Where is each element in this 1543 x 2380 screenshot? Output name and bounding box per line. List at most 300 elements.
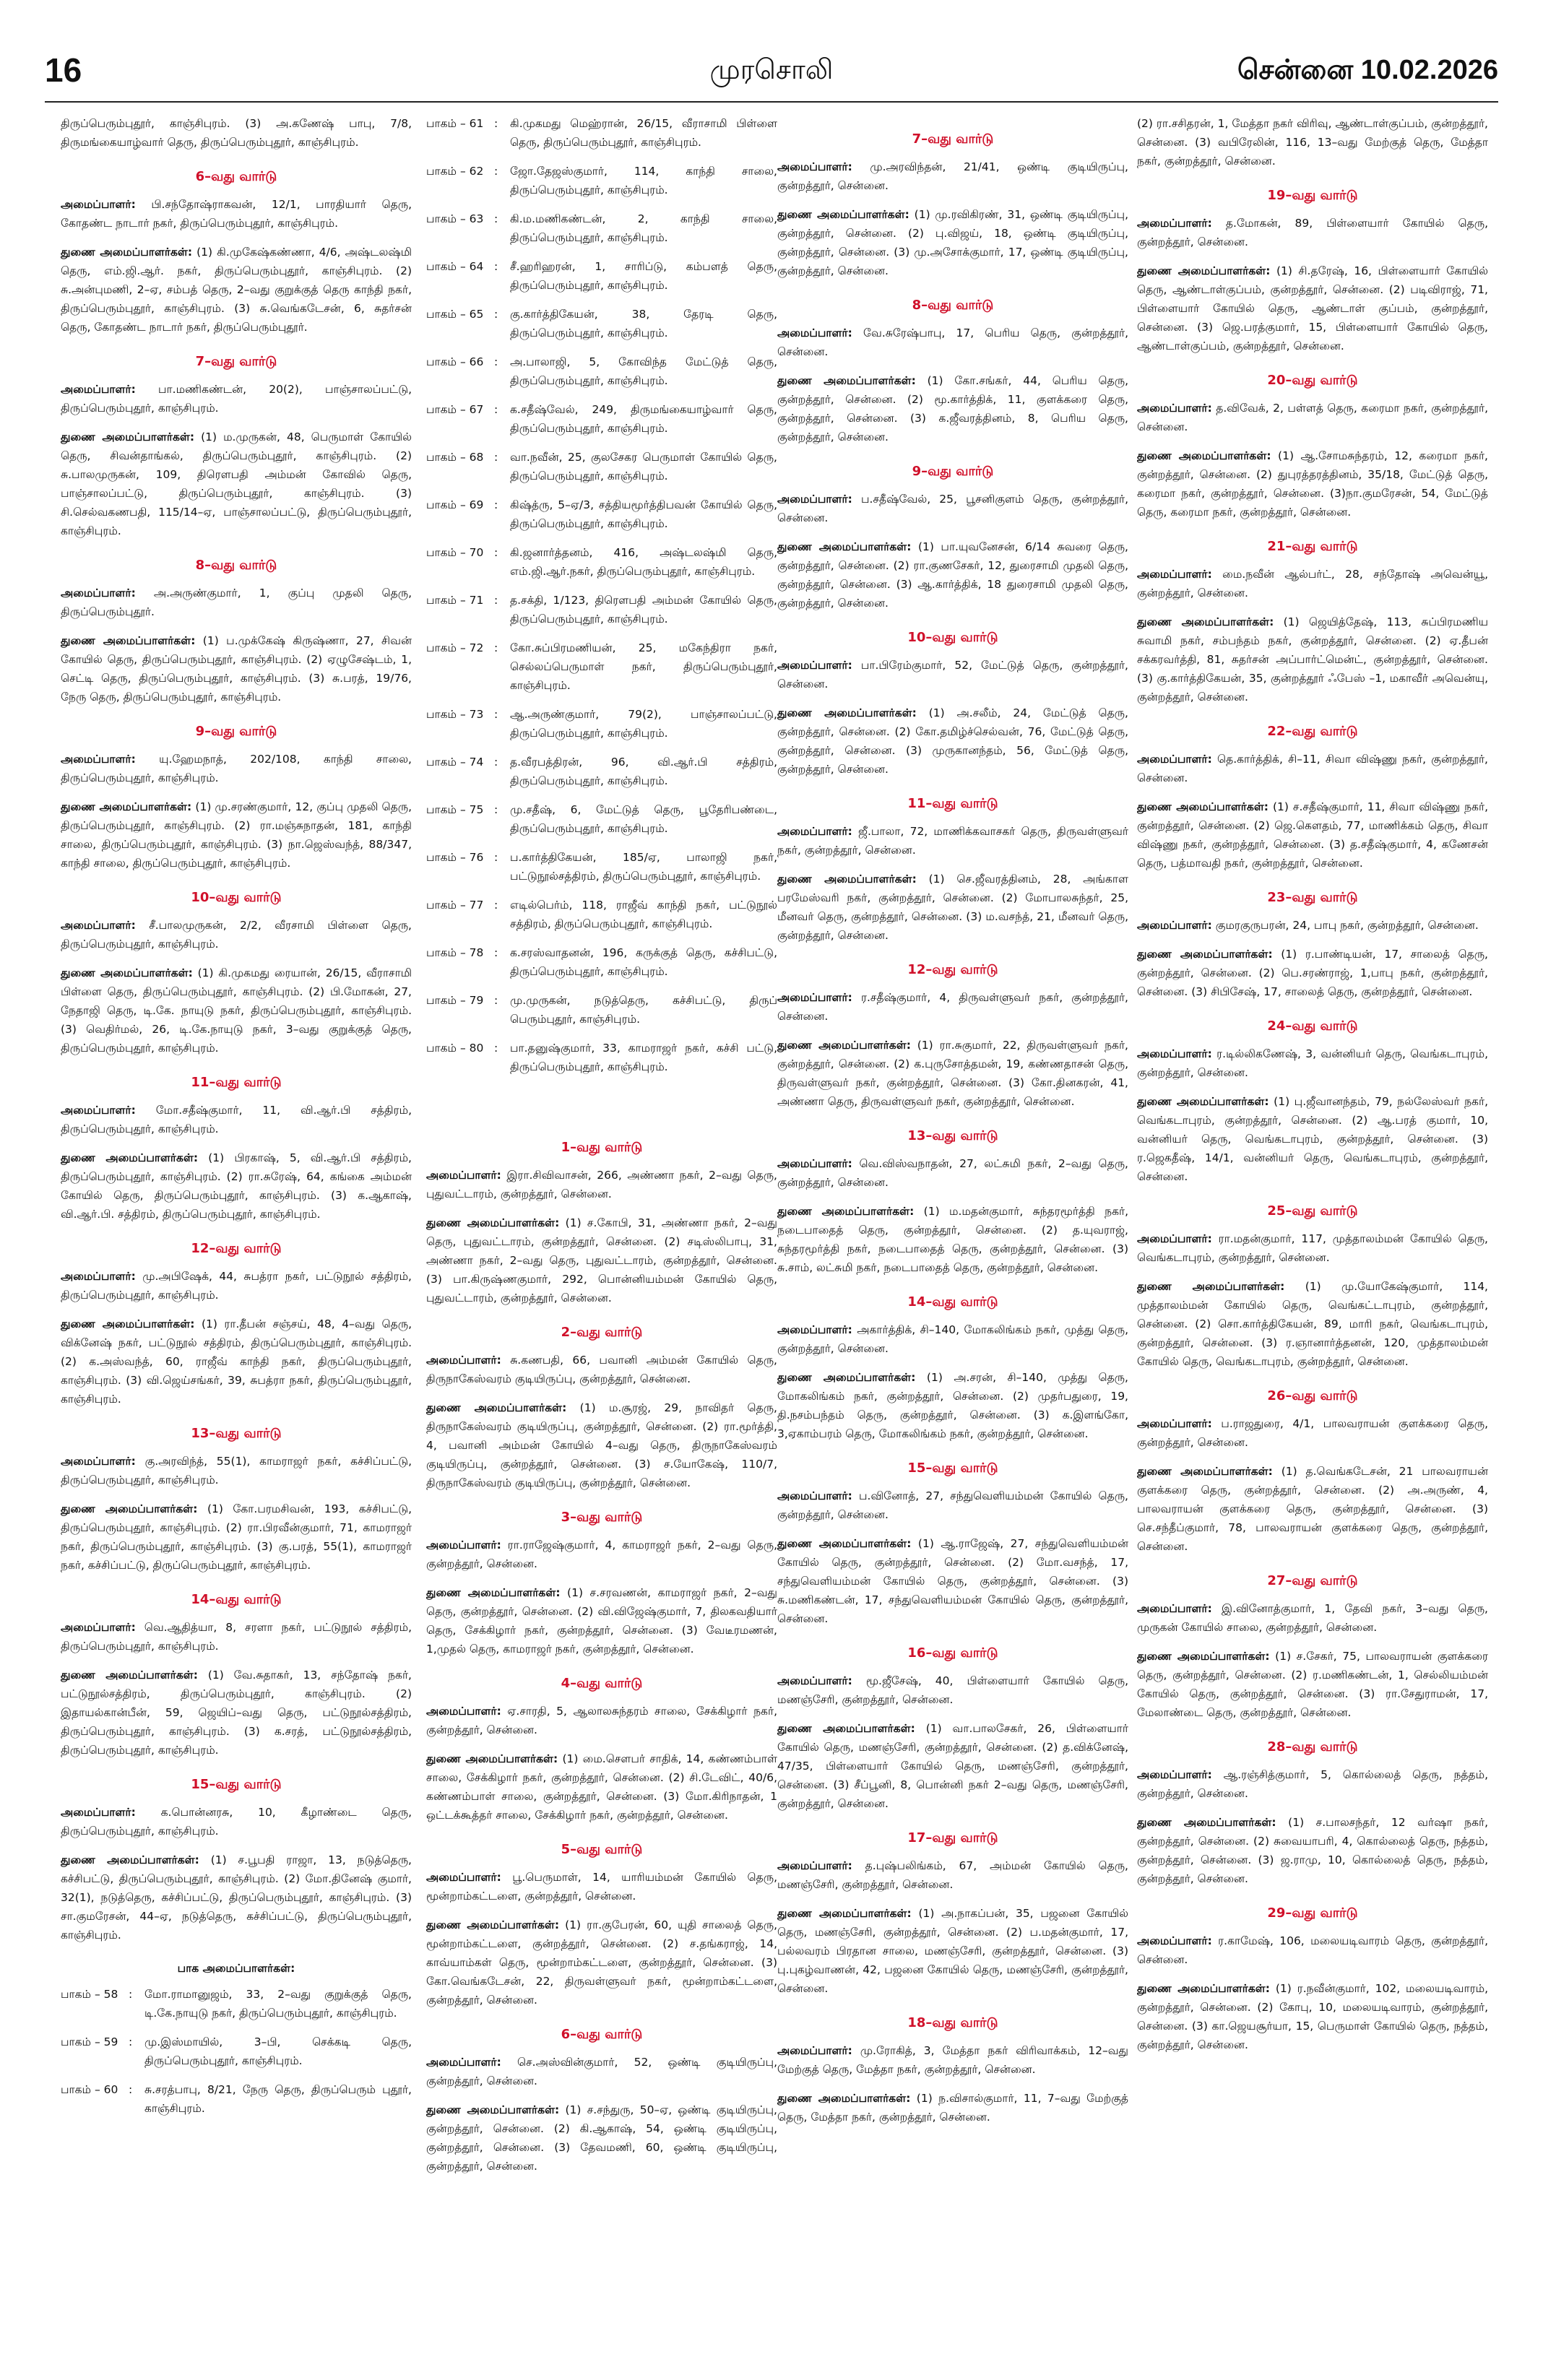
entry-text: (1) ர.பாண்டியன், 17, சாலைத் தெரு, குன்றத்தூர், சென்னை. (2) பெ.சரண்ராஜ், 1,பாபு நகர், குன்றத்தூர், சென்னை. (3) சிபிசேஷ், 17, சாலைத் தெரு, குன்றத்தூர், சென்னை. (1137, 948, 1488, 998)
ward-heading: 5–வது வார்டு (561, 1842, 643, 1857)
role-label: துணை அமைப்பாளர்கள்: (1137, 1280, 1285, 1293)
booth-colon: : (494, 641, 498, 654)
entry-text: (1) ஆ.ராஜேஷ், 27, சந்துவெளியம்மன் கோயில் தெரு, குன்றத்தூர், சென்னை. (2) மோ.வசந்த், 17, சந்துவெளியம்மன் கோயில் தெரு, குன்றத்தூர், சென்னை. (3) சு.மணிகண்டன், 17, சந்துவெளியம்மன் கோயில் தெரு, குன்றத்தூர், சென்னை. (777, 1537, 1128, 1625)
entry-text: சு.கணபதி, 66, பவானி அம்மன் கோயில் தெரு, திருநாகேஸ்வரம் குடியிருப்பு, குன்றத்தூர், சென்னை. (426, 1354, 777, 1385)
entry-text: கு.அரவிந்த், 55(1), காமராஜர் நகர், கச்சிப்பட்டு, திருப்பெரும்புதூர், காஞ்சிபுரம். (61, 1455, 412, 1487)
booth-colon: : (129, 1988, 133, 2001)
appointment-entry (777, 205, 1128, 280)
booth-number: பாகம் – 62 (426, 165, 484, 178)
booth-number: பாகம் – 63 (426, 212, 484, 225)
role-label: அமைப்பாளர்: (61, 1621, 136, 1634)
entry-text: மு.அரவிந்தன், 21/41, ஒண்டி குடியிருப்பு, குன்றத்தூர், சென்னை. (777, 160, 1128, 192)
appointment-entry (426, 1749, 777, 1825)
booth-colon: : (494, 756, 498, 769)
booth-row (426, 639, 777, 695)
role-label: துணை அமைப்பாளர்கள்: (1137, 615, 1274, 628)
entry-text: (1) ச.பூபதி ராஜா, 13, நடுத்தெரு, கச்சிபட்டு, திருப்பெரும்புதூர், காஞ்சிபுரம். (2) மோ.தினேஷ் குமார், 32(1), நடுத்தெரு, கச்சிப்பட்டு, திருப்பெரும்புதூர், காஞ்சிபுரம். (3) சா.குமரேசன், 44–ஏ, நடுத்தெரு, கச்சிப்பட்டு, திருப்பெரும்புதூர், காஞ்சிபுரம். (61, 1853, 412, 1942)
booth-colon: : (129, 2083, 133, 2096)
role-label: துணை அமைப்பாளர்கள்: (1137, 1465, 1273, 1478)
appointment-entry (1137, 797, 1488, 873)
role-label: துணை அமைப்பாளர்கள்: (61, 246, 193, 259)
booth-row (61, 2033, 412, 2070)
booth-number: பாகம் – 75 (426, 803, 484, 816)
appointment-entry (426, 1583, 777, 1658)
entry-text: (1) ர.நவீன்குமார், 102, மலையடிவாரம், குன்றத்தூர், சென்னை. (2) கோபு, 10, மலையடிவாரம், குன்றத்தூர், சென்னை. (3) கா.ஜெயசூர்யா, 15, பெருமாள் கோயில் தெரு, நத்தம், குன்றத்தூர், சென்னை. (1137, 1982, 1488, 2051)
appointment-entry (777, 1487, 1128, 1524)
role-label: துணை அமைப்பாளர்கள்: (777, 706, 917, 719)
booth-number: பாகம் – 60 (61, 2083, 118, 2096)
ward-heading: 14–வது வார்டு (907, 1294, 998, 1310)
role-label: அமைப்பாளர்: (61, 1455, 136, 1468)
entry-text: த.விவேக், 2, பள்ளத் தெரு, கரைமா நகர், குன்றத்தூர், சென்னை. (1137, 402, 1488, 433)
entry-text: மோ.சதீஷ்குமார், 11, வி.ஆர்.பி சத்திரம், திருப்பெரும்புதூர், காஞ்சிபுரம். (61, 1104, 412, 1135)
role-label: அமைப்பாளர்: (1137, 1768, 1212, 1781)
role-label: துணை அமைப்பாளர்கள்: (1137, 1650, 1270, 1663)
entry-text: வே.சுரேஷ்பாபு, 17, பெரிய தெரு, குன்றத்தூர், சென்னை. (777, 326, 1128, 358)
ward-heading: 15–வது வார்டு (907, 1461, 998, 1476)
booth-colon: : (494, 946, 498, 959)
entry-text: மை.நவீன் ஆல்பர்ட், 28, சந்தோஷ் அவென்யூ, குன்றத்தூர், சென்னை. (1137, 568, 1488, 600)
booth-row (426, 114, 777, 152)
appointment-entry (777, 870, 1128, 945)
booth-text: சு.சரத்பாபு, 8/21, நேரு தெரு, திருப்பெரும் புதூர், காஞ்சிபுரம். (144, 2083, 412, 2115)
role-label: துணை அமைப்பாளர்கள்: (777, 208, 909, 221)
booth-row (426, 991, 777, 1029)
entry-text: க.பொன்னரசு, 10, கீழாண்டை தெரு, திருப்பெரும்புதூர், காஞ்சிபுரம். (61, 1806, 412, 1838)
booth-text: கி.ம.மணிகண்டன், 2, காந்தி சாலை, திருப்பெரும்புதூர், காஞ்சிபுரம். (510, 212, 777, 244)
entry-text: குமரகுருபரன், 24, பாபு நகர், குன்றத்தூர், சென்னை. (1211, 919, 1479, 932)
role-label: துணை அமைப்பாளர்கள்: (777, 873, 917, 886)
booth-colon: : (494, 355, 498, 368)
role-label: அமைப்பாளர்: (1137, 1602, 1212, 1615)
appointment-entry (777, 704, 1128, 779)
role-label: அமைப்பாளர்: (61, 1104, 136, 1117)
role-label: அமைப்பாளர்: (426, 1169, 501, 1182)
appointment-entry (61, 243, 412, 337)
role-label: அமைப்பாளர்: (61, 919, 136, 932)
appointment-entry (426, 1351, 777, 1388)
role-label: துணை அமைப்பாளர்கள்: (1137, 1982, 1270, 1995)
role-label: துணை அமைப்பாளர்கள்: (1137, 1095, 1269, 1108)
booth-colon: : (494, 212, 498, 225)
appointment-entry (61, 1666, 412, 1760)
role-label: துணை அமைப்பாளர்கள்: (61, 430, 195, 443)
role-label: அமைப்பாளர்: (777, 2044, 852, 2057)
appointment-entry (1137, 446, 1488, 522)
appointment-entry (777, 1202, 1128, 1277)
booth-text: பா.தனுஷ்குமார், 33, காமராஜர் நகர், கச்சி பட்டு, திருப்பெரும்புதூர், காஞ்சிபுரம். (510, 1042, 777, 1073)
role-label: துணை அமைப்பாளர்கள்: (777, 1907, 912, 1920)
role-label: அமைப்பாளர்: (777, 160, 852, 173)
role-label: அமைப்பாளர்: (61, 198, 136, 211)
booth-text: அ.பாலாஜி, 5, கோவிந்த மேட்டுத் தெரு, திருப்பெரும்புதூர், காஞ்சிபுரம். (510, 355, 777, 387)
appointment-entry (61, 584, 412, 621)
appointment-entry (61, 1618, 412, 1656)
entry-text: ப.சதீஷ்வேல், 25, பூசனிகுளம் தெரு, குன்றத்தூர், சென்னை. (777, 493, 1128, 524)
entry-text: ப.வினோத், 27, சந்துவெளியம்மன் கோயில் தெரு, குன்றத்தூர், சென்னை. (777, 1489, 1128, 1521)
page-number: 16 (45, 51, 82, 89)
appointment-entry (61, 1101, 412, 1138)
appointment-entry (777, 822, 1128, 860)
booth-number: பாகம் – 61 (426, 117, 484, 130)
appointment-entry (61, 1267, 412, 1304)
role-label: அமைப்பாளர்: (61, 587, 136, 600)
role-label: அமைப்பாளர்: (1137, 1047, 1212, 1060)
role-label: துணை அமைப்பாளர்கள்: (426, 1216, 560, 1229)
entry-text: ர.சதீஷ்குமார், 4, திருவள்ளுவர் நகர், குன்றத்தூர், சென்னை. (777, 991, 1128, 1023)
entry-text: (1) ச.சதீஷ்குமார், 11, சிவா விஷ்ணு நகர், குன்றத்தூர், சென்னை. (2) ஜெ.கௌதம், 77, மாணிக்கம் தெரு, சிவா விஷ்ணு நகர், குன்றத்தூர், சென்னை. (3) த.சதீஷ்குமார், 4, கணேசன் தெரு, பத்மாவதி நகர், குன்றத்தூர், சென்னை. (1137, 800, 1488, 870)
appointment-entry (777, 1320, 1128, 1358)
appointment-entry (777, 1036, 1128, 1111)
entry-text: த.மோகன், 89, பிள்ளையார் கோயில் தெரு, குன்றத்தூர், சென்னை. (1137, 217, 1488, 248)
appointment-entry (61, 380, 412, 417)
role-label: அமைப்பாளர்: (777, 493, 852, 506)
booth-colon: : (494, 1042, 498, 1055)
entry-text: ஜீ.பாலா, 72, மாணிக்கவாசகர் தெரு, திருவள்ளுவர் நகர், குன்றத்தூர், சென்னை. (777, 825, 1128, 857)
booth-text: வா.நவீன், 25, குலசேகர பெருமாள் கோயில் தெரு, திருப்பெரும்புதூர், காஞ்சிபுரம். (510, 451, 777, 483)
booth-row (426, 448, 777, 485)
role-label: துணை அமைப்பாளர்கள்: (777, 1205, 915, 1218)
ward-heading: 20–வது வார்டு (1267, 373, 1358, 388)
entry-text: (1) செ.ஜீவரத்தினம், 28, அங்காள பரமேஸ்வரி நகர், குன்றத்தூர், சென்னை. (2) மோபாலசுந்தர், 25, மீனவர் தெரு, குன்றத்தூர், சென்னை. (3) ம.வசந்த், 21, மீனவர் தெரு, குன்றத்தூர், சென்னை. (777, 873, 1128, 942)
role-label: அமைப்பாளர்: (61, 383, 136, 396)
booth-text: மு.இஸ்மாயில், 3–பி, செக்கடி தெரு, திருப்பெரும்புதூர், காஞ்சிபுரம். (144, 2035, 412, 2067)
role-label: துணை அமைப்பாளர்கள்: (61, 634, 196, 647)
booth-row (426, 1039, 777, 1076)
entry-text: (1) ரா.சுகுமார், 22, திருவள்ளுவர் நகர், குன்றத்தூர், சென்னை. (2) க.புருசோத்தமன், 19, கண்ணதாசன் தெரு, திருவள்ளுவர் நகர், குன்றத்தூர், சென்னை. (3) கோ.தினகரன், 41, அண்ணா தெரு, திருவள்ளுவர் நகர், குன்றத்தூர், சென்னை. (777, 1039, 1128, 1108)
appointment-entry (1137, 1092, 1488, 1186)
appointment-entry (777, 1856, 1128, 1894)
entry-text: (1) ரா.குபேரன், 60, யுதி சாலைத் தெரு, மூன்றாம்கட்டளை, குன்றத்தூர், சென்னை. (2) ச.தங்கராஜ், 14, காவ்யாம்கள் தெரு, மூன்றாம்கட்டளை, குன்றத்தூர், சென்னை. (3) கோ.வெங்கடேசன், 22, திருவள்ளுவர் நகர், மூன்றாம்கட்டளை, குன்றத்தூர், சென்னை. (426, 1918, 777, 2007)
ward-heading: 13–வது வார்டு (191, 1426, 282, 1441)
entry-text: (1) பு.ஜீவானந்தம், 79, நல்லேஸ்வர் நகர், வெங்கடாபுரம், குன்றத்தூர், சென்னை. (2) ஆ.பரத் குமார், 10, வன்னியர் தெரு, வெங்கடாபுரம், குன்றத்தூர், சென்னை. (3) ர.ஜெகதீஷ், 14/1, வன்னியர் தெரு, வெங்கடாபுரம், குன்றத்தூர், சென்னை. (1137, 1095, 1488, 1183)
booth-text: க.சரஸ்வாதனன், 196, கருக்குத் தெரு, கச்சிபட்டு, திருப்பெரும்புதூர், காஞ்சிபுரம். (510, 946, 777, 978)
appointment-entry (777, 371, 1128, 446)
entry-text: இ.வினோத்குமார், 1, தேவி நகர், 3–வது தெரு, முருகன் கோயில் சாலை, குன்றத்தூர், சென்னை. (1137, 1602, 1488, 1634)
appointment-entry (777, 537, 1128, 613)
booth-colon: : (494, 117, 498, 130)
role-label: துணை அமைப்பாளர்கள்: (1137, 800, 1268, 813)
appointment-entry (426, 2053, 777, 2090)
role-label: அமைப்பாளர்: (61, 1270, 136, 1283)
appointment-entry (777, 157, 1128, 195)
appointment-entry (777, 1534, 1128, 1628)
ward-heading: 6–வது வார்டு (561, 2027, 643, 2042)
entry-text: (1) மு.யோகேஷ்குமார், 114, முத்தாலம்மன் கோயில் தெரு, வெங்கட்டாபுரம், குன்றத்தூர், சென்னை. (2) சொ.கார்த்திகேயன், 89, மாரி நகர், வெங்கடாபுரம், குன்றத்தூர், சென்னை. (3) ர.ஞானார்த்தனன், 120, முத்தாலம்மன் கோயில் தெரு, வெங்கடாபுரம், குன்றத்தூர், சென்னை. (1137, 1280, 1488, 1368)
role-label: துணை அமைப்பாளர்கள்: (61, 1502, 198, 1515)
ward-heading: 13–வது வார்டு (907, 1128, 998, 1143)
ward-heading: 16–வது வார்டு (907, 1645, 998, 1661)
booth-number: பாகம் – 78 (426, 946, 484, 959)
role-label: துணை அமைப்பாளர்கள்: (426, 1586, 561, 1599)
ward-heading: 15–வது வார்டு (191, 1777, 282, 1792)
booth-row (426, 400, 777, 438)
entry-text: மூ.ஜீசேஷ், 40, பிள்ளையார் கோயில் தெரு, மணஞ்சேரி, குன்றத்தூர், சென்னை. (777, 1674, 1128, 1706)
booth-row (426, 496, 777, 533)
booth-colon: : (494, 165, 498, 178)
booth-colon: : (494, 708, 498, 721)
entry-text: (1) ப.முக்கேஷ் கிருஷ்ணா, 27, சிவன் கோயில் தெரு, திருப்பெரும்புதூர், காஞ்சிபுரம். (2) ஏழுசேஷ்டம், 1, செட்டி தெரு, திருப்பெரும்புதூர், காஞ்சிபுரம். (3) சு.பரத், 19/76, நேரு தெரு, திருப்பெரும்புதூர், காஞ்சிபுரம். (61, 634, 412, 704)
appointment-entry (61, 1851, 412, 1944)
ward-heading: 29–வது வார்டு (1267, 1905, 1358, 1921)
role-label: துணை அமைப்பாளர்கள்: (61, 1151, 199, 1164)
entry-text: (1) சி.தரேஷ், 16, பிள்ளையார் கோயில் தெரு, ஆண்டாள்குப்பம், குன்றத்தூர், சென்னை. (2) படிவிராஜ், 71, பிள்ளையார் கோயில் தெரு, ஆண்டாள் குப்பம், குன்றத்தூர், சென்னை. (3) ஜெ.பரத்குமார், 15, பிள்ளையார் கோயில் தெரு, ஆண்டாள்குப்பம், குன்றத்தூர், சென்னை. (1137, 264, 1488, 352)
ward-heading: 9–வது வார்டு (912, 464, 994, 479)
booth-text: மு.சதீஷ், 6, மேட்டுத் தெரு, பூதேரிபண்டை, திருப்பெரும்புதூர், காஞ்சிபுரம். (510, 803, 777, 835)
booth-row (426, 162, 777, 199)
entry-text: (1) ச.பாலசந்தர், 12 வர்ஷா நகர், குன்றத்தூர், சென்னை. (2) சுவையாபரி, 4, கொல்லைத் தெரு, நத்தம், குன்றத்தூர், சென்னை. (3) ஜ.ராமு, 10, கொல்லைத் தெரு, நத்தம், குன்றத்தூர், சென்னை. (1137, 1816, 1488, 1885)
entry-text: (1) அ.சலீம், 24, மேட்டுத் தெரு, குன்றத்தூர், சென்னை. (2) கோ.தமிழ்ச்செல்வன், 76, மேட்டுத் தெரு, குன்றத்தூர், சென்னை. (3) முருகானந்தம், 56, மேட்டுத் தெரு, குன்றத்தூர், சென்னை. (777, 706, 1128, 776)
ward-heading: 25–வது வார்டு (1267, 1203, 1358, 1219)
ward-heading: 12–வது வார்டு (191, 1241, 282, 1256)
appointment-entry (426, 1398, 777, 1492)
ward-heading: 4–வது வார்டு (561, 1676, 643, 1691)
role-label: அமைப்பாளர்: (1137, 217, 1212, 230)
role-label: துணை அமைப்பாளர்கள்: (61, 1317, 195, 1330)
booth-number: பாகம் – 64 (426, 260, 484, 273)
section-subheading: பாக அமைப்பாளர்கள்: (177, 1962, 295, 1975)
booth-row (426, 543, 777, 581)
ward-heading: 11–வது வார்டு (191, 1075, 282, 1090)
booth-number: பாகம் – 68 (426, 451, 484, 464)
appointment-entry (61, 1315, 412, 1408)
entry-text: தெ.கார்த்திக், சி–11, சிவா விஷ்ணு நகர், குன்றத்தூர், சென்னை. (1137, 753, 1488, 784)
booth-number: பாகம் – 77 (426, 899, 484, 912)
role-label: அமைப்பாளர்: (1137, 1934, 1212, 1947)
appointment-entry (1137, 399, 1488, 436)
appointment-entry (777, 988, 1128, 1026)
booth-colon: : (494, 451, 498, 464)
appointment-entry (61, 916, 412, 953)
booth-number: பாகம் – 58 (61, 1988, 118, 2001)
appointment-entry (61, 797, 412, 873)
appointment-entry (777, 1368, 1128, 1443)
entry-text: ரா.மதன்குமார், 117, முத்தாலம்மன் கோயில் தெரு, வெங்கடாபுரம், குன்றத்தூர், சென்னை. (1137, 1232, 1488, 1264)
entry-text: (1) ரா.தீபன் சஞ்சய், 48, 4–வது தெரு, விக்னேஷ் நகர், பட்டுநூல் சத்திரம், திருப்பெரும்புதூர், காஞ்சிபுரம். (2) க.அஸ்வந்த், 60, ராஜீவ் காந்தி நகர், திருப்பெரும்புதூர், காஞ்சிபுரம். (3) வி.ஜெய்சங்கர், 39, சுபத்ரா நகர், திருப்பெரும்புதூர், காஞ்சிபுரம். (61, 1317, 412, 1406)
booth-number: பாகம் – 66 (426, 355, 484, 368)
entry-text: (1) வே.சுதாகர், 13, சந்தோஷ் நகர், பட்டுநூல்சத்திரம், திருப்பெரும்புதூர், காஞ்சிபுரம். (2) இதாயல்கான்பீன், 59, ஜெயிப்–வது தெரு, பட்டுநூல்சத்திரம், திருப்பெரும்புதூர், காஞ்சிபுரம். (3) க.சரத், பட்டுநூல்சத்திரம், திருப்பெரும்புதூர், காஞ்சிபுரம். (61, 1669, 412, 1757)
role-label: அமைப்பாளர்: (1137, 1232, 1212, 1245)
booth-text: த.வீரபத்திரன், 96, வி.ஆர்.பி சத்திரம், திருப்பெரும்புதூர், காஞ்சிபுரம். (510, 756, 777, 787)
role-label: துணை அமைப்பாளர்கள்: (61, 966, 193, 979)
booth-row (426, 800, 777, 838)
appointment-entry (777, 1904, 1128, 1998)
booth-colon: : (494, 546, 498, 559)
booth-row (426, 352, 777, 390)
role-label: துணை அமைப்பாளர்கள்: (61, 1853, 199, 1866)
appointment-entry (426, 1166, 777, 1203)
header-rule (45, 101, 1498, 103)
appointment-entry (61, 631, 412, 706)
ward-heading: 24–வது வார்டு (1267, 1018, 1358, 1034)
spacer (426, 1086, 777, 1122)
entry-text: சீ.பாலமுருகன், 2/2, வீரசாமி பிள்ளை தெரு, திருப்பெரும்புதூர், காஞ்சிபுரம். (61, 919, 412, 951)
appointment-entry (1137, 1277, 1488, 1371)
entry-text: வெ.விஸ்வநாதன், 27, லட்சுமி நகர், 2–வது தெரு, குன்றத்தூர், சென்னை. (777, 1157, 1128, 1189)
role-label: அமைப்பாளர்: (426, 2056, 501, 2069)
ward-heading: 6–வது வார்டு (195, 169, 277, 184)
appointment-entry (1137, 1765, 1488, 1803)
appointment-entry (1137, 1229, 1488, 1267)
entry-text: (1) ச.சரவணன், காமராஜர் நகர், 2–வது தெரு, குன்றத்தூர், சென்னை. (2) வி.விஜேஷ்குமார், 7, திலகவதியார் தெரு, சேக்கிழார் நகர், குன்றத்தூர், சென்னை. (3) வேடீரமணன், 1,முதல் தெரு, காமராஜர் நகர், குன்றத்தூர், சென்னை. (426, 1586, 777, 1656)
appointment-entry (61, 1452, 412, 1489)
ward-heading: 3–வது வார்டு (561, 1510, 643, 1525)
appointment-entry (61, 750, 412, 787)
appointment-entry (426, 1213, 777, 1307)
role-label: அமைப்பாளர்: (777, 326, 852, 339)
entry-text: ப.ராஜதுரை, 4/1, பாலவராயன் குளக்கரை தெரு, குன்றத்தூர், சென்னை. (1137, 1417, 1488, 1449)
ward-heading: 1–வது வார்டு (561, 1140, 643, 1155)
booth-colon: : (494, 260, 498, 273)
entry-text: (1) கி.முகேஷ்கண்ணா, 4/6, அஷ்டலஷ்மி தெரு, எம்.ஜி.ஆர். நகர், திருப்பெரும்புதூர், காஞ்சிபுரம். (2) சு.அன்புமணி, 2–ஏ, சம்பத் தெரு, 2–வது குறுக்குத் தெரு காந்தி நகர், திருப்பெரும்புதூர், காஞ்சிபுரம். (3) சு.வெங்கடேசன், 6, சுதர்சன் தெரு, கோதண்ட நாடார் நகர், திருப்பெரும்புதூர். (61, 246, 412, 334)
appointment-entry (777, 2089, 1128, 2126)
role-label: துணை அமைப்பாளர்கள்: (426, 1401, 567, 1414)
role-label: அமைப்பாளர்: (61, 753, 136, 766)
ward-heading: 7–வது வார்டு (195, 354, 277, 369)
entry-text: (1) ச.சேகர், 75, பாலவராயன் குளக்கரை தெரு, குன்றத்தூர், சென்னை. (2) ர.மணிகண்டன், 1, செல்லியம்மன் கோயில் தெரு, குன்றத்தூர், சென்னை. (3) ரா.சேதுராமன், 17, மேலாண்டை தெரு, குன்றத்தூர், சென்னை. (1137, 1650, 1488, 1719)
appointment-entry (1137, 1647, 1488, 1722)
appointment-entry (61, 1500, 412, 1575)
booth-number: பாகம் – 74 (426, 756, 484, 769)
appointment-entry (1137, 1979, 1488, 2054)
entry-text: (1) பா.யுவனேசன், 6/14 சுவரை தெரு, குன்றத்தூர், சென்னை. (2) ரா.குணசேகர், 12, துரைசாமி முதலி தெரு, குன்றத்தூர், சென்னை. (3) ஆ.கார்த்திக், 18 துரைசாமி முதலி தெரு, குன்றத்தூர், சென்னை. (777, 540, 1128, 610)
entry-text: பூ.பெருமாள், 14, யாரியம்மன் கோயில் தெரு, மூன்றாம்கட்டளை, குன்றத்தூர், சென்னை. (426, 1871, 777, 1903)
ward-heading: 22–வது வார்டு (1267, 724, 1358, 739)
continued-text: திருப்பெரும்புதூர், காஞ்சிபுரம். (3) அ.கணேஷ் பாபு, 7/8, திருமங்கையாழ்வார் தெரு, திருப்பெரும்புதூர், காஞ்சிபுரம். (61, 117, 412, 149)
role-label: அமைப்பாளர்: (777, 1489, 852, 1502)
entry-text: ரா.ராஜேஷ்குமார், 4, காமராஜர் நகர், 2–வது தெரு, குன்றத்தூர், சென்னை. (426, 1539, 777, 1570)
appointment-entry (1137, 750, 1488, 787)
role-label: துணை அமைப்பாளர்கள்: (777, 540, 912, 553)
entry-text: த.புஷ்பலிங்கம், 67, அம்மன் கோயில் தெரு, மணஞ்சேரி, குன்றத்தூர், சென்னை. (777, 1859, 1128, 1891)
appointment-entry (1137, 261, 1488, 355)
entry-text: ர.டில்லிகணேஷ், 3, வன்னியர் தெரு, வெங்கடாபுரம், குன்றத்தூர், சென்னை. (1137, 1047, 1488, 1079)
entry-text: (1) மை.செளபர் சாதிக், 14, கண்ணம்பாள் சாலை, சேக்கிழார் நகர், குன்றத்தூர், சென்னை. (2) சி.டேவிட், 40/6, கண்ணம்பாள் சாலை, குன்றத்தூர், சென்னை. (3) மோ.கிரிநாதன், 1 ஒட்டக்கூத்தர் சாலை, சேக்கிழார் நகர், குன்றத்தூர், சென்னை. (426, 1752, 777, 1822)
appointment-entry (777, 1671, 1128, 1709)
booth-number: பாகம் – 69 (426, 498, 484, 511)
entry-text: அகார்த்திக், சி–140, மோகலிங்கம் நகர், முத்து தெரு, குன்றத்தூர், சென்னை. (777, 1323, 1128, 1355)
entry-text: (1) ந.விசால்குமார், 11, 7–வது மேற்குத் தெரு, மேத்தா நகர், குன்றத்தூர், சென்னை. (777, 2092, 1128, 2124)
role-label: துணை அமைப்பாளர்கள்: (61, 800, 192, 813)
ward-heading: 17–வது வார்டு (907, 1830, 998, 1845)
appointment-entry (426, 1868, 777, 1905)
appointment-entry (777, 656, 1128, 693)
booth-number: பாகம் – 80 (426, 1042, 484, 1055)
entry-text: (1) ம.சூரஜ், 29, நாவிதர் தெரு, திருநாகேஸ்வரம் குடியிருப்பு, குன்றத்தூர், சென்னை. (2) ரா.மூர்த்தி, 4, பவானி அம்மன் கோயில் 4–வது தெரு, திருநாகேஸ்வரம் குடியிருப்பு, குன்றத்தூர், சென்னை. (3) ச.யோகேஷ், 110/7, திருநாகேஸ்வரம் குடியிருப்பு, குன்றத்தூர், சென்னை. (426, 1401, 777, 1489)
column-3 (777, 114, 1128, 2368)
booth-colon: : (494, 594, 498, 607)
booth-colon: : (494, 803, 498, 816)
entry-text: (1) வா.பாலசேகர், 26, பிள்ளையார் கோயில் தெரு, மணஞ்சேரி, குன்றத்தூர், சென்னை. (2) த.விக்னேஷ், 47/35, பிள்ளையார் கோயில் தெரு, மணஞ்சேரி, குன்றத்தூர், சென்னை. (3) சீப்பூனி, 8, பொன்னி நகர் 2–வது தெரு, மணஞ்சேரி, குன்றத்தூர், சென்னை. (777, 1722, 1128, 1810)
entry-text: (1) ம.முருகன், 48, பெருமாள் கோயில் தெரு, சிவன்தாங்கல், திருப்பெரும்புதூர், காஞ்சிபுரம். (2) சு.பாலமுருகன், 109, திரௌபதி அம்மன் கோவில் தெரு, பாஞ்சாலப்பட்டு, திருப்பெரும்புதூர், காஞ்சிபுரம். (3) சி.செல்வகணபதி, 115/14–ஏ, பாஞ்சாலப்பட்டு, திருப்பெரும்புதூர், காஞ்சிபுரம். (61, 430, 412, 537)
booth-text: கி.முகமது மெஹ்ரான், 26/15, வீராசாமி பிள்ளை தெரு, திருப்பெரும்புதூர், காஞ்சிபுரம். (510, 117, 777, 149)
ward-heading: 21–வது வார்டு (1267, 539, 1358, 554)
entry-text: செ.அஸ்வின்குமார், 52, ஒண்டி குடியிருப்பு, குன்றத்தூர், சென்னை. (426, 2056, 777, 2087)
booth-row (426, 257, 777, 295)
booth-row (426, 591, 777, 628)
ward-heading: 10–வது வார்டு (907, 630, 998, 645)
appointment-entry (61, 428, 412, 540)
appointment-entry (1137, 945, 1488, 1001)
ward-heading: 2–வது வார்டு (561, 1325, 643, 1340)
booth-text: ஆ.அருண்குமார், 79(2), பாஞ்சாலப்பட்டு, திருப்பெரும்புதூர், காஞ்சிபுரம். (510, 708, 777, 740)
booth-text: ப.கார்த்திகேயன், 185/ஏ, பாலாஜி நகர், பட்டுநூல்சத்திரம், திருப்பெரும்புதூர், காஞ்சிபுரம். (510, 851, 777, 883)
entry-text: (1) ஆ.சோமசுந்தரம், 12, கரைமா நகர், குன்றத்தூர், சென்னை. (2) துபுரத்தரத்தினம், 35/18, மேட்டுத் தெரு, கரைமா நகர், குன்றத்தூர், சென்னை. (3)நா.குமரேசன், 54, மேட்டுத் தெரு, கரைமா நகர், குன்றத்தூர், சென்னை. (1137, 449, 1488, 519)
role-label: துணை அமைப்பாளர்கள்: (426, 2103, 560, 2116)
appointment-entry (61, 964, 412, 1057)
role-label: துணை அமைப்பாளர்கள்: (777, 1371, 916, 1384)
appointment-entry (1137, 1462, 1488, 1556)
column-4 (1137, 114, 1488, 2368)
booth-row (426, 896, 777, 933)
ward-heading: 28–வது வார்டு (1267, 1739, 1358, 1754)
appointment-entry (1137, 613, 1488, 706)
entry-text: ஏ.சாரதி, 5, ஆலாலசுந்தரம் சாலை, சேக்கிழார் நகர், குன்றத்தூர், சென்னை. (426, 1705, 777, 1736)
booth-number: பாகம் – 70 (426, 546, 484, 559)
entry-text: (1) பிரகாஷ், 5, வி.ஆர்.பி சத்திரம், திருப்பெரும்புதூர், காஞ்சிபுரம். (2) ரா.சுரேஷ், 64, கங்கை அம்மன் கோயில் தெரு, திருப்பெரும்புதூர், காஞ்சிபுரம். (3) க.ஆகாஷ், வி.ஆர்.பி. சத்திரம், திருப்பெரும்புதூர், காஞ்சிபுரம். (61, 1151, 412, 1221)
role-label: அமைப்பாளர்: (1137, 402, 1212, 415)
ward-heading: 27–வது வார்டு (1267, 1573, 1358, 1588)
booth-text: கு.கார்த்திகேயன், 38, தேரடி தெரு, திருப்பெரும்புதூர், காஞ்சிபுரம். (510, 308, 777, 339)
entry-text: பா.பிரேம்குமார், 52, மேட்டுத் தெரு, குன்றத்தூர், சென்னை. (777, 659, 1128, 691)
booth-row (426, 848, 777, 886)
role-label: அமைப்பாளர்: (1137, 1417, 1212, 1430)
entry-text: (1) ஜெயித்தேஷ், 113, சுப்பிரமணிய சுவாமி நகர், சம்பந்தம் நகர், குன்றத்தூர், சென்னை. (2) ஏ.தீபன் சக்கரவர்த்தி, 81, சுதர்சன் அப்பார்ட்மென்ட், குன்றத்தூர், சென்னை. (3) கு.கார்த்திகேயன், 35, குன்றத்தூர் ஃபேஸ் –1, மகாவீர் அவென்யு, குன்றத்தூர், சென்னை. (1137, 615, 1488, 704)
role-label: துணை அமைப்பாளர்கள்: (426, 1752, 558, 1765)
appointment-entry (1137, 214, 1488, 251)
role-label: அமைப்பாளர்: (777, 991, 852, 1004)
ward-heading: 10–வது வார்டு (191, 890, 282, 905)
entry-text: ஆ.ரஞ்சித்குமார், 5, கொல்லைத் தெரு, நத்தம், குன்றத்தூர், சென்னை. (1137, 1768, 1488, 1800)
appointment-entry (1137, 565, 1488, 602)
booth-number: பாகம் – 73 (426, 708, 484, 721)
role-label: அமைப்பாளர்: (426, 1354, 501, 1367)
role-label: அமைப்பாளர்: (777, 1859, 852, 1872)
ward-heading: 18–வது வார்டு (907, 2015, 998, 2030)
booth-text: மு.முருகன், நடுத்தெரு, கச்சிபட்டு, திருப் பெரும்புதூர், காஞ்சிபுரம். (510, 994, 777, 1026)
appointment-entry (61, 1148, 412, 1224)
role-label: துணை அமைப்பாளர்கள்: (1137, 948, 1273, 961)
entry-text: (1) ம.மதன்குமார், சுந்தரமூர்த்தி நகர், நடைபாதைத் தெரு, குன்றத்தூர், சென்னை. (2) த.யுவராஜ், சுந்தரமூர்த்தி நகர், நடைபாதைத் தெரு, குன்றத்தூர், சென்னை. (3) சு.சாம், லட்சுமி நகர், நடைபாதைத் தெரு, குன்றத்தூர், சென்னை. (777, 1205, 1128, 1274)
appointment-entry (61, 1803, 412, 1840)
role-label: துணை அமைப்பாளர்கள்: (426, 1918, 560, 1931)
booth-number: பாகம் – 71 (426, 594, 484, 607)
booth-number: பாகம் – 67 (426, 403, 484, 416)
entry-text: (1) கோ.சங்கர், 44, பெரிய தெரு, குன்றத்தூர், சென்னை. (2) மூ.கார்த்திக், 11, குளக்கரை தெரு, குன்றத்தூர், சென்னை. (3) க.ஜீவரத்தினம், 8, பெரிய தெரு, குன்றத்தூர், சென்னை. (777, 374, 1128, 443)
role-label: துணை அமைப்பாளர்கள்: (777, 1722, 915, 1735)
booth-number: பாகம் – 76 (426, 851, 484, 864)
booth-text: சீ.ஹரிஹரன், 1, சாரிப்டு, கம்பளத் தெரு, திருப்பெரும்புதூர், காஞ்சிபுரம். (510, 260, 777, 292)
appointment-entry (61, 195, 412, 233)
booth-number: பாகம் – 79 (426, 994, 484, 1007)
role-label: துணை அமைப்பாளர்கள்: (1137, 449, 1271, 462)
page-header (45, 51, 1498, 101)
role-label: அமைப்பாளர்: (1137, 753, 1212, 766)
role-label: துணை அமைப்பாளர்கள்: (777, 1039, 911, 1052)
entry-text: இரா.சிவிவாசன், 266, அண்ணா நகர், 2–வது தெரு, புதுவட்டாரம், குன்றத்தூர், சென்னை. (426, 1169, 777, 1200)
booth-colon: : (494, 498, 498, 511)
entry-text: (1) மு.சரண்குமார், 12, குப்பு முதலி தெரு, திருப்பெரும்புதூர், காஞ்சிபுரம். (2) ரா.மஞ்சுநாதன், 181, காந்தி சாலை, திருப்பெரும்புதூர், காஞ்சிபுரம். (3) நா.ஜெஸ்வந்த், 88/347, காந்தி சாலை, திருப்பெரும்புதூர், காஞ்சிபுரம். (61, 800, 412, 870)
entry-text: பா.மணிகண்டன், 20(2), பாஞ்சாலப்பட்டு, திருப்பெரும்புதூர், காஞ்சிபுரம். (61, 383, 412, 415)
entry-text: (1) மு.ரவிகிரண், 31, ஒண்டி குடியிருப்பு, குன்றத்தூர், சென்னை. (2) பு.விஜய், 18, ஒண்டி குடியிருப்பு, குன்றத்தூர், சென்னை. (3) மு.அசோக்குமார், 17, ஒண்டி குடியிருப்பு, குன்றத்தூர், சென்னை. (777, 208, 1128, 277)
role-label: அமைப்பாளர்: (426, 1705, 501, 1718)
role-label: அமைப்பாளர்: (777, 825, 852, 838)
booth-text: த.சக்தி, 1/123, திரௌபதி அம்மன் கோயில் தெரு, திருப்பெரும்புதூர், காஞ்சிபுரம். (510, 594, 777, 626)
entry-text: வெ.ஆதித்யா, 8, சரளா நகர், பட்டுநூல் சத்திரம், திருப்பெரும்புதூர், காஞ்சிபுரம். (61, 1621, 412, 1653)
role-label: அமைப்பாளர்: (1137, 919, 1212, 932)
appointment-entry (1137, 1599, 1488, 1637)
ward-heading: 8–வது வார்டு (195, 558, 277, 573)
